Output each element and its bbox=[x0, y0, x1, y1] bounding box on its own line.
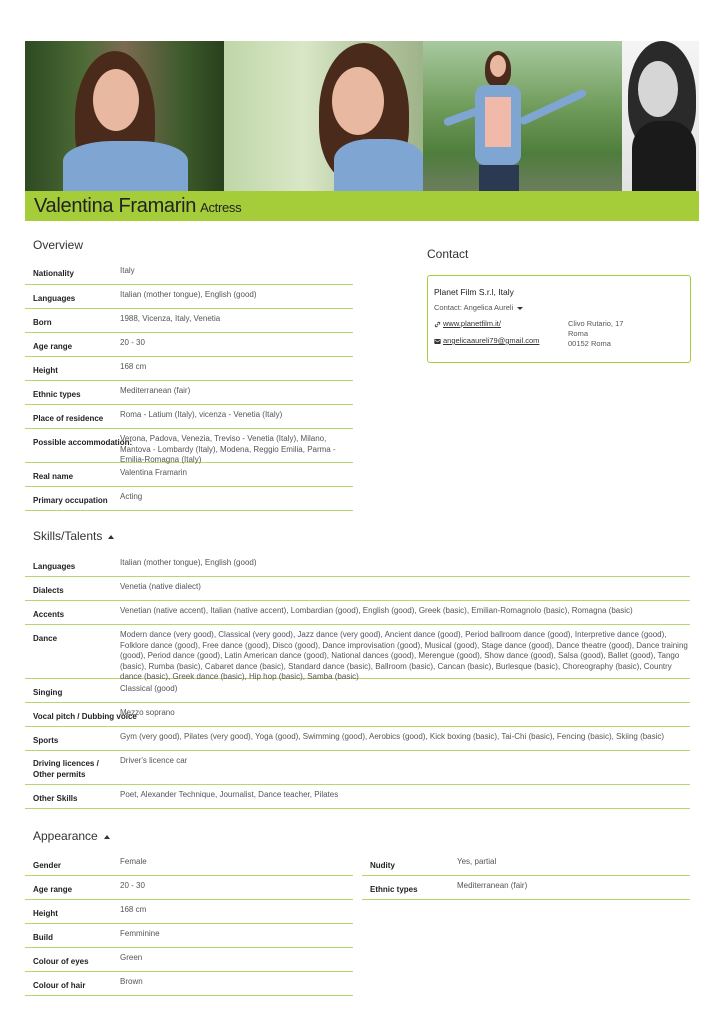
row-value: Driver's licence car bbox=[120, 756, 188, 765]
table-row bbox=[25, 727, 690, 751]
table-row bbox=[25, 852, 353, 876]
table-row bbox=[362, 852, 690, 876]
table-row bbox=[362, 876, 690, 900]
table-row bbox=[25, 381, 353, 405]
row-label: Possible accommodation: bbox=[33, 438, 133, 447]
mail-icon bbox=[434, 338, 441, 345]
table-row bbox=[25, 900, 353, 924]
row-value: Acting bbox=[120, 492, 143, 501]
table-row bbox=[25, 876, 353, 900]
agency-name: Planet Film S.r.l, Italy bbox=[434, 287, 514, 297]
row-label: Place of residence bbox=[33, 414, 104, 423]
appearance-left-table bbox=[25, 852, 353, 996]
website-text: www.planetfilm.it/ bbox=[443, 319, 501, 328]
row-label: Real name bbox=[33, 472, 74, 481]
table-row bbox=[25, 625, 690, 679]
row-label: Height bbox=[33, 366, 58, 375]
link-icon bbox=[434, 321, 441, 328]
row-value: 20 - 30 bbox=[120, 881, 145, 890]
table-row bbox=[25, 948, 353, 972]
appearance-title: Appearance bbox=[33, 829, 98, 843]
email-link[interactable] bbox=[434, 336, 539, 345]
collapse-icon bbox=[104, 835, 110, 839]
row-label: Born bbox=[33, 318, 52, 327]
row-value: Poet, Alexander Technique, Journalist, Dance teacher, Pilates bbox=[120, 790, 339, 799]
table-row bbox=[25, 785, 690, 809]
contact-person-dropdown[interactable] bbox=[434, 303, 523, 312]
row-value: Verona, Padova, Venezia, Treviso - Venetia (Italy), Milano, Mantova - Lombardy (Italy), Modena, Reggio Emilia, Parma - Emilia-Romagna (Italy) bbox=[120, 434, 336, 464]
address-line-3: 00152 Roma bbox=[568, 339, 611, 348]
overview-heading: Overview bbox=[33, 238, 84, 252]
row-value: Femminine bbox=[120, 929, 160, 938]
row-value: 1988, Vicenza, Italy, Venetia bbox=[120, 314, 221, 323]
row-label: Other Skills bbox=[33, 794, 78, 803]
row-value: Venetian (native accent), Italian (native accent), Lombardian (good), English (good), Greek (basic), Emilian-Romagnolo (basic), Romagna (basic) bbox=[120, 606, 633, 615]
row-value: 20 - 30 bbox=[120, 338, 145, 347]
row-label: Colour of hair bbox=[33, 981, 86, 990]
table-row bbox=[25, 601, 690, 625]
appearance-heading[interactable] bbox=[33, 829, 110, 843]
row-label: Languages bbox=[33, 294, 76, 303]
table-row bbox=[25, 262, 353, 285]
row-value: Valentina Framarin bbox=[120, 468, 187, 477]
contact-person-text: Contact: Angelica Aureli bbox=[434, 303, 514, 312]
row-value: Brown bbox=[120, 977, 143, 986]
headshot-photo-1[interactable] bbox=[25, 41, 224, 191]
table-row bbox=[25, 285, 353, 309]
email-text: angelicaaureli79@gmail.com bbox=[443, 336, 540, 345]
row-value: Female bbox=[120, 857, 147, 866]
row-label: Sports bbox=[33, 736, 59, 745]
full-body-photo[interactable] bbox=[423, 41, 622, 191]
row-label: Ethnic types bbox=[33, 390, 81, 399]
black-white-photo[interactable] bbox=[622, 41, 699, 191]
table-row bbox=[25, 357, 353, 381]
row-value: 168 cm bbox=[120, 905, 147, 914]
row-label: Dance bbox=[33, 634, 58, 643]
skills-heading[interactable] bbox=[33, 529, 114, 543]
row-value: Mediterranean (fair) bbox=[457, 881, 528, 890]
table-row bbox=[25, 751, 690, 785]
table-row bbox=[25, 553, 690, 577]
name-banner bbox=[25, 191, 699, 221]
address-line-2: Roma bbox=[568, 329, 589, 338]
profile-name-text: Valentina Framarin bbox=[34, 195, 197, 217]
row-label: Driving licences / Other permits bbox=[33, 759, 99, 779]
row-label: Primary occupation bbox=[33, 496, 108, 505]
skills-title: Skills/Talents bbox=[33, 529, 103, 543]
table-row bbox=[25, 429, 353, 463]
table-row bbox=[25, 972, 353, 996]
row-label: Age range bbox=[33, 885, 73, 894]
table-row bbox=[25, 487, 353, 511]
row-value: Green bbox=[120, 953, 143, 962]
row-label: Vocal pitch / Dubbing voice bbox=[33, 712, 137, 721]
row-label: Colour of eyes bbox=[33, 957, 89, 966]
row-value: Venetia (native dialect) bbox=[120, 582, 201, 591]
address-line-1: Clivo Rutario, 17 bbox=[568, 319, 624, 328]
profile-name bbox=[34, 195, 241, 218]
row-label: Nudity bbox=[370, 861, 395, 870]
row-value: Italy bbox=[120, 266, 135, 275]
table-row bbox=[25, 405, 353, 429]
table-row bbox=[25, 924, 353, 948]
profile-role: Actress bbox=[200, 200, 242, 215]
contact-heading: Contact bbox=[427, 247, 469, 261]
table-row bbox=[25, 577, 690, 601]
row-label: Ethnic types bbox=[370, 885, 418, 894]
chevron-down-icon bbox=[517, 307, 523, 310]
website-link[interactable] bbox=[434, 319, 501, 328]
row-value: Roma - Latium (Italy), vicenza - Venetia (Italy) bbox=[120, 410, 283, 419]
row-label: Languages bbox=[33, 562, 76, 571]
row-label: Age range bbox=[33, 342, 73, 351]
photo-gallery bbox=[25, 41, 699, 191]
table-row bbox=[25, 703, 690, 727]
table-row bbox=[25, 679, 690, 703]
table-row bbox=[25, 463, 353, 487]
row-value: Italian (mother tongue), English (good) bbox=[120, 290, 257, 299]
collapse-icon bbox=[108, 535, 114, 539]
row-label: Accents bbox=[33, 610, 65, 619]
row-value: Classical (good) bbox=[120, 684, 178, 693]
row-value: Modern dance (very good), Classical (very good), Jazz dance (very good), Ancient dance (good), Period ballroom dance (good), Interpretive dance (good), Folklore dance (good), Free dance (good), Disco (good), Dance improvisation (good), Musical (good), Stage dance (good), Dance theatre (good), Dance training (good), Period dance (good), Latin American dance (good), National dances (good), Merengue (good), Show dance (good), Salsa (good), Ballet (good), Tango (basic), Rumba (basic), Cabaret dance (basic), Standard dance (basic), Ballroom (basic), Cancan (basic), Burlesque (basic), Choreography (basic), Country dance (basic), Greek dance (basic), Hip hop (basic), Samba (basic) bbox=[120, 630, 688, 681]
row-value: Mediterranean (fair) bbox=[120, 386, 191, 395]
headshot-photo-2[interactable] bbox=[224, 41, 423, 191]
overview-table bbox=[25, 262, 353, 511]
row-value: Yes, partial bbox=[457, 857, 497, 866]
row-value: 168 cm bbox=[120, 362, 147, 371]
row-label: Build bbox=[33, 933, 53, 942]
row-label: Dialects bbox=[33, 586, 64, 595]
skills-table bbox=[25, 553, 690, 809]
table-row bbox=[25, 309, 353, 333]
row-value: Gym (very good), Pilates (very good), Yoga (good), Swimming (good), Aerobics (good), Kick boxing (basic), Tai-Chi (basic), Fencing (basic), Skiing (basic) bbox=[120, 732, 665, 741]
row-value: Italian (mother tongue), English (good) bbox=[120, 558, 257, 567]
contact-card bbox=[427, 275, 691, 363]
row-value: Mezzo soprano bbox=[120, 708, 175, 717]
appearance-right-table bbox=[362, 852, 690, 900]
row-label: Height bbox=[33, 909, 58, 918]
row-label: Singing bbox=[33, 688, 63, 697]
table-row bbox=[25, 333, 353, 357]
row-label: Gender bbox=[33, 861, 62, 870]
row-label: Nationality bbox=[33, 269, 74, 278]
